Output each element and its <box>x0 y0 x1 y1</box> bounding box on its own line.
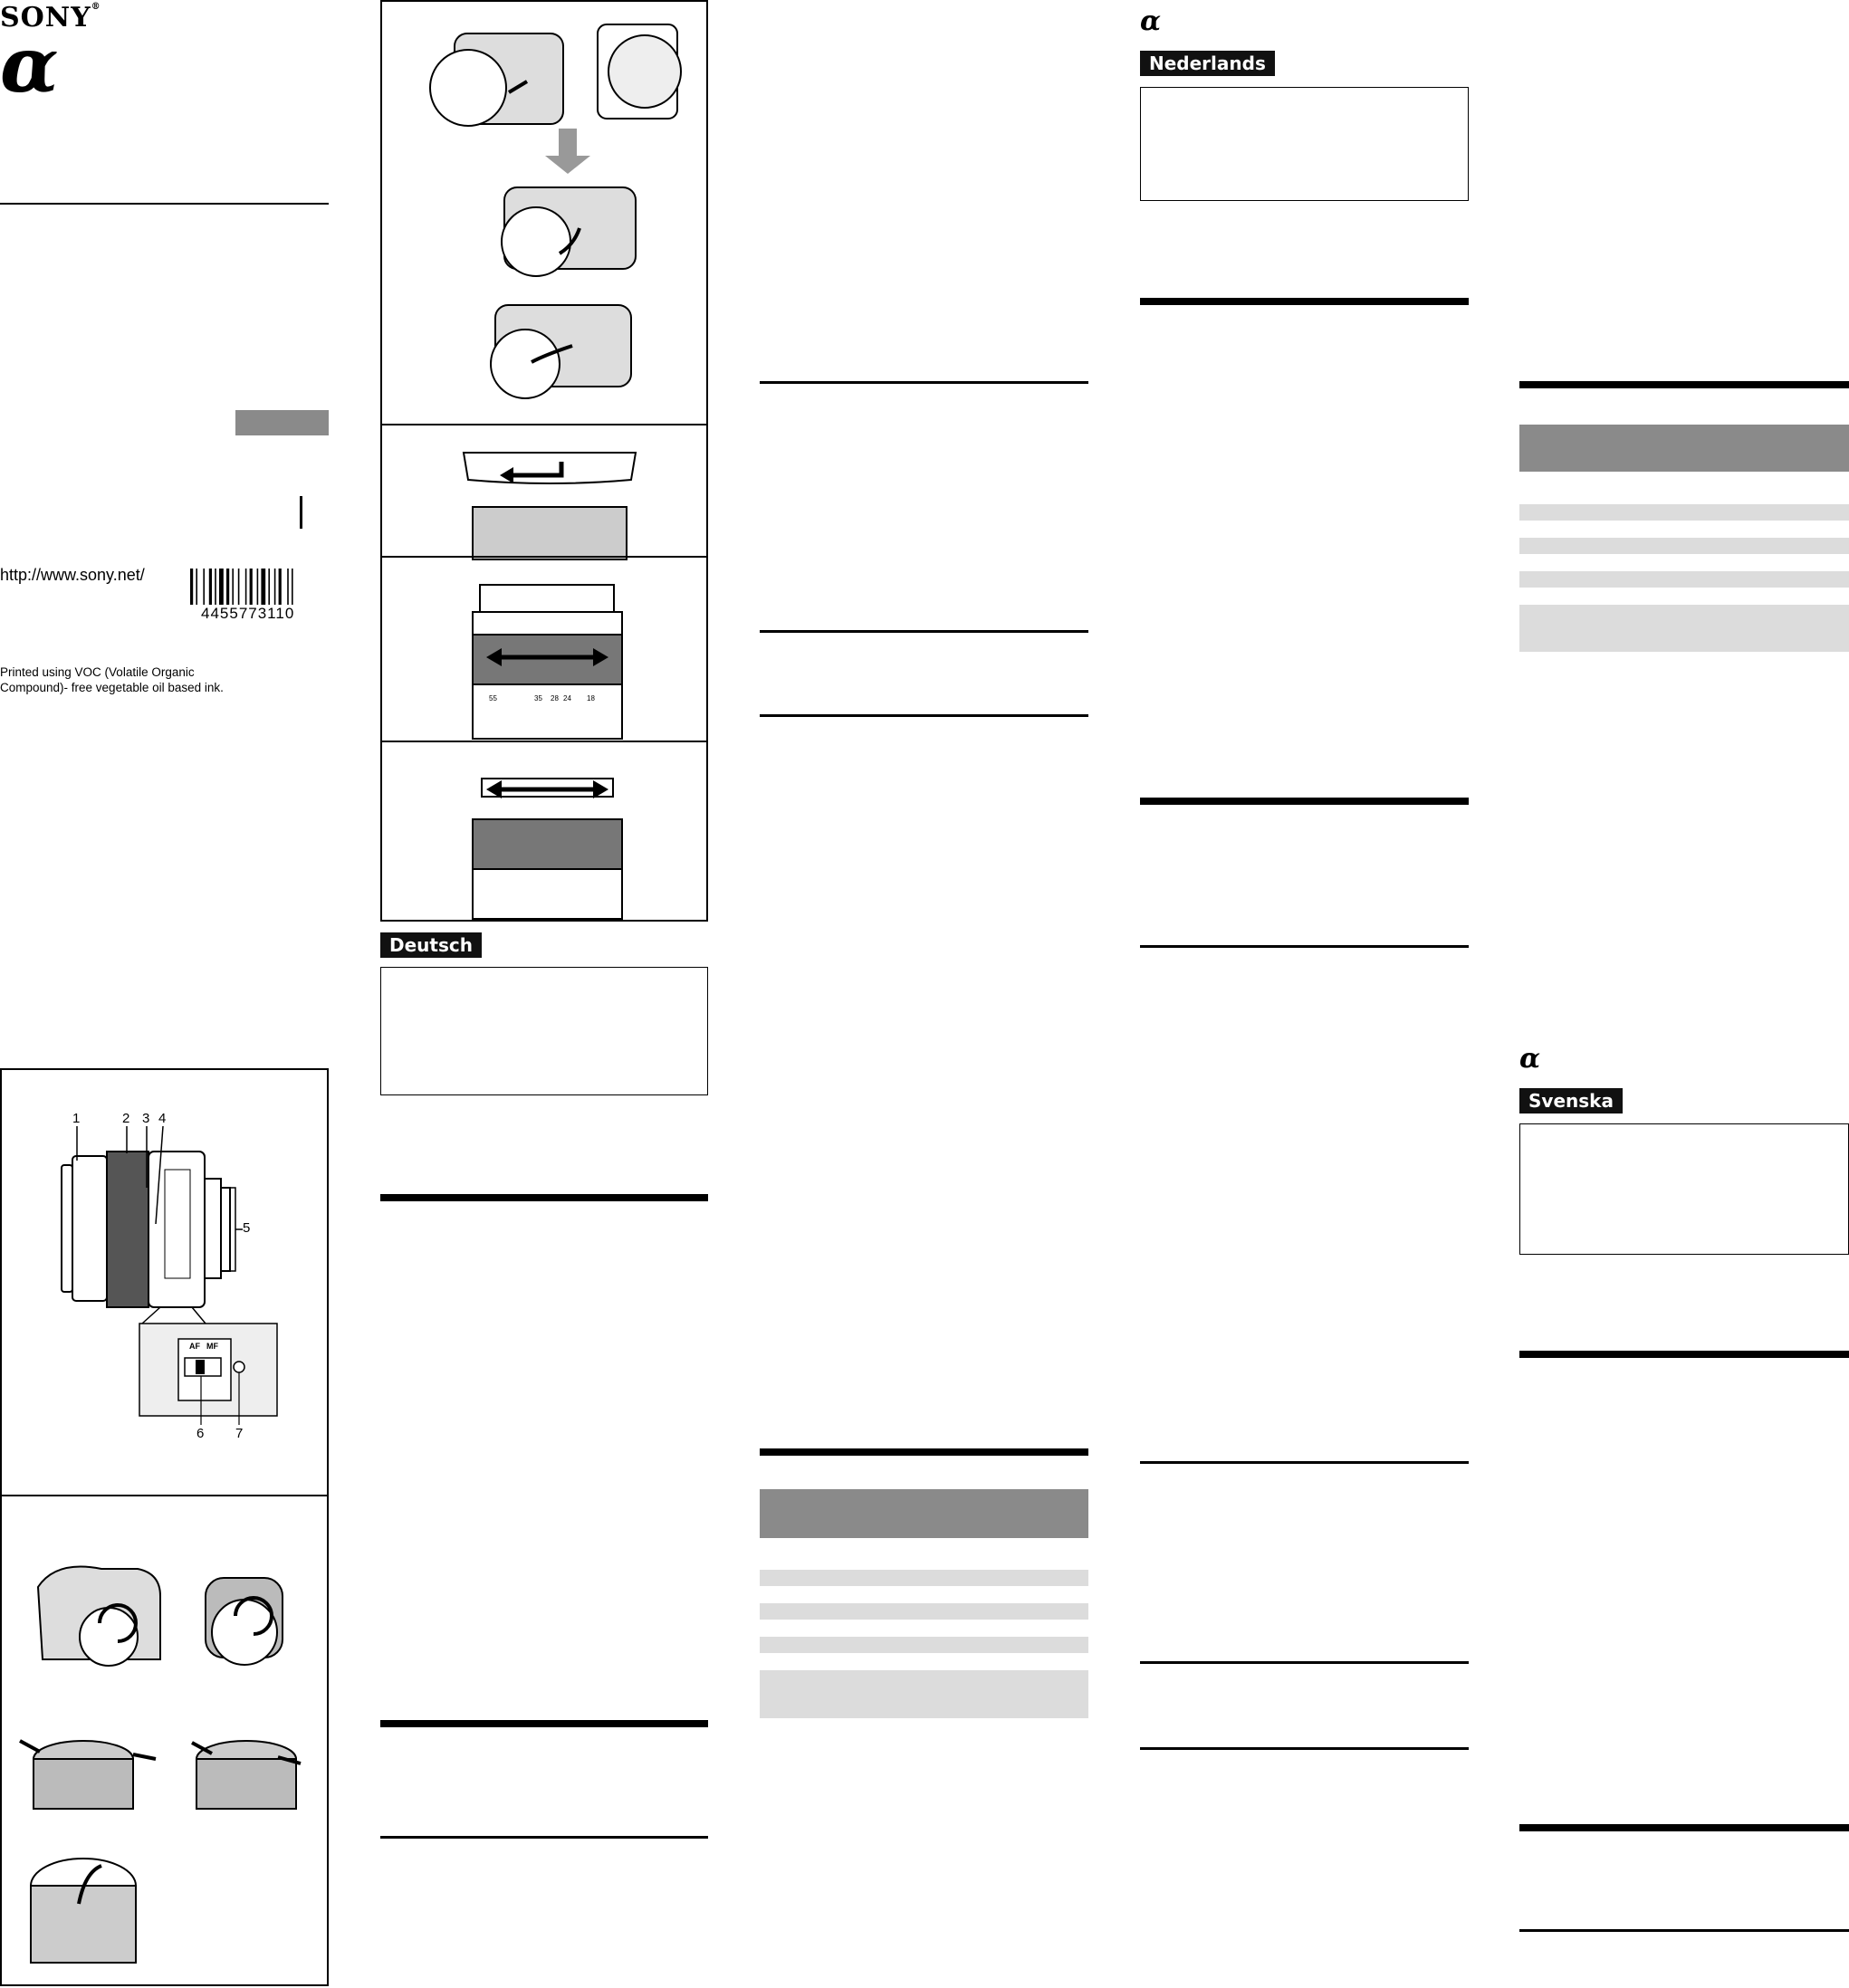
barcode-bar <box>226 569 229 605</box>
nl-rule-4 <box>1140 1461 1469 1464</box>
barcode-bar <box>261 569 265 605</box>
barcode-bar <box>257 569 259 605</box>
nl-rule-6 <box>1140 1747 1469 1750</box>
c3-rule-2 <box>760 630 1088 633</box>
sv-rule-1 <box>1519 1351 1849 1358</box>
callout-5: 5 <box>243 1220 251 1236</box>
zoom-illustration <box>382 558 710 744</box>
mount-illustration <box>382 2 710 427</box>
print-note <box>0 664 224 695</box>
de-notice-box <box>380 967 708 1095</box>
zoom-mark-label: 55 <box>489 694 497 702</box>
de-rule-1 <box>380 1194 708 1201</box>
barcode-graphic <box>190 569 308 605</box>
sv-rule-3 <box>1519 1929 1849 1932</box>
hood-diagram-panel <box>380 424 708 558</box>
barcode-bar <box>196 569 197 605</box>
barcode-bar <box>279 569 282 605</box>
switch-mf-label: MF <box>206 1342 218 1351</box>
sv-alpha-logo: α <box>1519 1043 1541 1075</box>
barcode-bar <box>250 569 253 605</box>
mount-diagram-panel <box>380 0 708 425</box>
c5-table-row-2 <box>1519 538 1849 554</box>
nl-notice-box <box>1140 87 1469 201</box>
print-note-line2: Compound)- free vegetable oil based ink. <box>0 681 224 694</box>
barcode <box>190 569 308 605</box>
c3-rule-3 <box>760 714 1088 717</box>
focus-illustration <box>382 742 710 923</box>
sony-url[interactable]: http://www.sony.net/ <box>0 566 145 584</box>
zoom-mark-label: 28 <box>551 694 559 702</box>
callout-6: 6 <box>196 1426 205 1441</box>
caps-diagram-panel <box>0 1495 329 1986</box>
cover-gray-tab <box>235 410 329 435</box>
hood-illustration <box>382 425 710 559</box>
callout-3: 3 <box>142 1111 150 1126</box>
barcode-bar <box>292 569 293 605</box>
barcode-bar <box>203 569 205 605</box>
caps-illustration <box>2 1496 331 1988</box>
nl-alpha-logo: α <box>1140 5 1162 37</box>
c5-table-row-4 <box>1519 605 1849 652</box>
alpha-logo: α <box>0 20 59 110</box>
nl-rule-5 <box>1140 1661 1469 1664</box>
callout-2: 2 <box>122 1111 130 1126</box>
barcode-bar <box>245 569 247 605</box>
de-rule-2 <box>380 1720 708 1727</box>
c3-table-row-3 <box>760 1637 1088 1653</box>
barcode-bar <box>190 569 193 605</box>
brand-name: SONY <box>0 2 91 33</box>
barcode-bar <box>268 569 270 605</box>
nl-rule-3 <box>1140 945 1469 948</box>
barcode-number: 4455773110 <box>201 605 295 622</box>
barcode-bar <box>232 569 234 605</box>
nl-rule-2 <box>1140 798 1469 805</box>
c5-table-row-1 <box>1519 504 1849 521</box>
lang-badge-deutsch: Deutsch <box>380 932 482 958</box>
c3-rule-1 <box>760 381 1088 384</box>
cover-vertical-mark <box>300 496 302 529</box>
c5-rule-1 <box>1519 381 1849 388</box>
lens-side-illustration <box>2 1070 331 1498</box>
callout-4: 4 <box>158 1111 167 1126</box>
c3-rule-4 <box>760 1448 1088 1456</box>
barcode-bar <box>215 569 216 605</box>
lang-badge-svenska: Svenska <box>1519 1088 1623 1113</box>
de-rule-3 <box>380 1836 708 1839</box>
lang-badge-nederlands: Nederlands <box>1140 51 1275 76</box>
c3-table-row-1 <box>760 1570 1088 1586</box>
cover-divider <box>0 203 329 205</box>
print-note-line1: Printed using VOC (Volatile Organic <box>0 665 195 679</box>
sv-rule-2 <box>1519 1824 1849 1831</box>
barcode-bar <box>238 569 240 605</box>
sv-notice-box <box>1519 1123 1849 1255</box>
sony-logo: SONY® <box>0 2 101 33</box>
barcode-bar <box>287 569 289 605</box>
c3-table-header <box>760 1489 1088 1538</box>
focus-diagram-panel <box>380 741 708 922</box>
c3-table-row-2 <box>760 1603 1088 1620</box>
zoom-mark-label: 24 <box>563 694 571 702</box>
zoom-diagram-panel <box>380 556 708 742</box>
barcode-bar <box>274 569 276 605</box>
callout-1: 1 <box>72 1111 81 1126</box>
nl-rule-1 <box>1140 298 1469 305</box>
parts-diagram-panel <box>0 1068 329 1496</box>
zoom-mark-label: 18 <box>587 694 595 702</box>
barcode-bar <box>209 569 212 605</box>
c5-table-row-3 <box>1519 571 1849 588</box>
c5-table-header <box>1519 425 1849 472</box>
zoom-mark-label: 35 <box>534 694 542 702</box>
switch-af-label: AF <box>189 1342 200 1351</box>
callout-7: 7 <box>235 1426 244 1441</box>
c3-table-row-4 <box>760 1670 1088 1718</box>
barcode-bar <box>219 569 224 605</box>
